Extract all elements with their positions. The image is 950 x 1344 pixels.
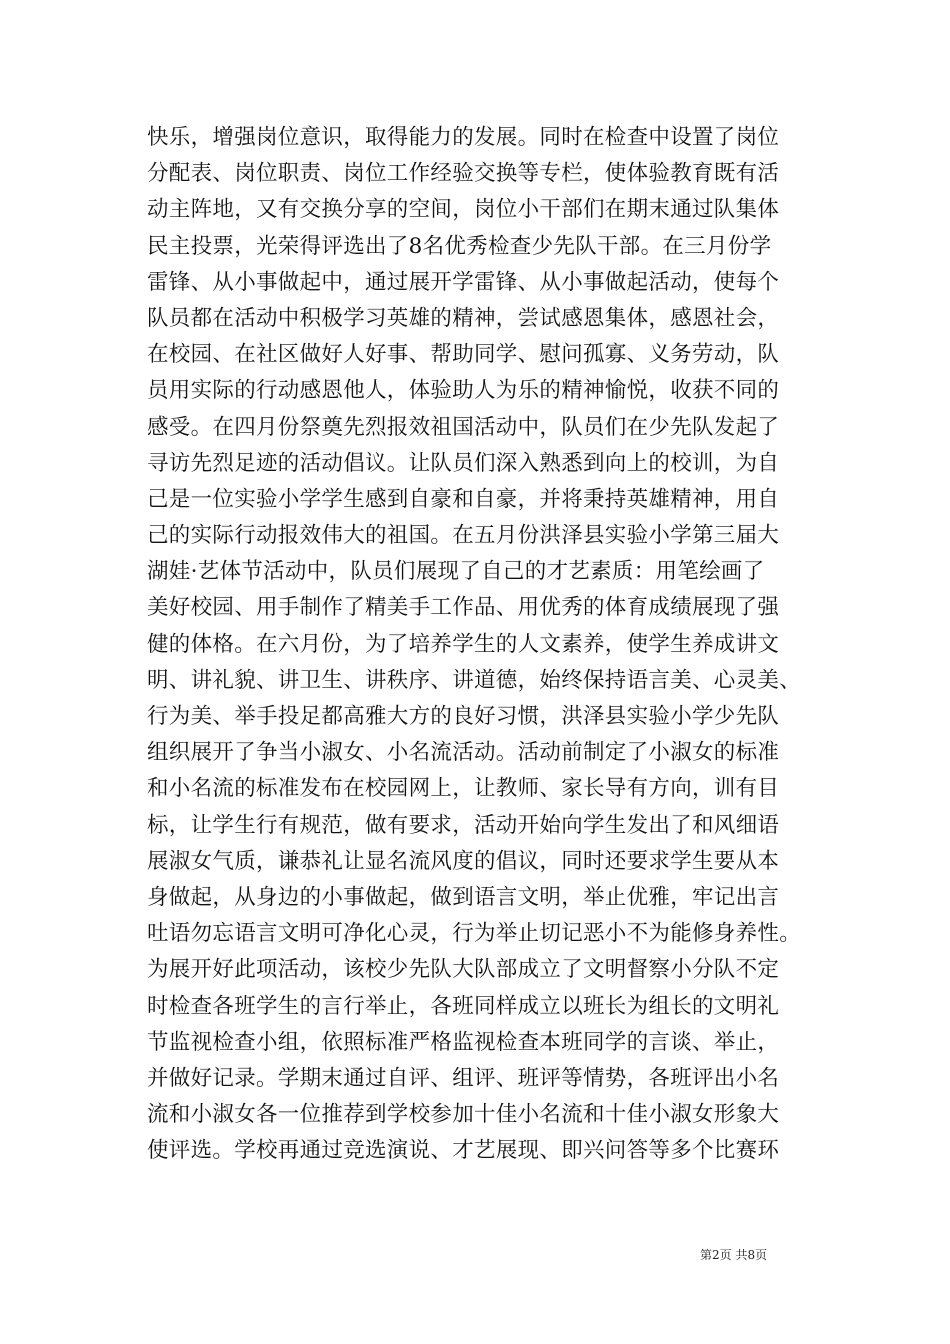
text-line: 流和小淑女各一位推荐到学校参加十佳小名流和十佳小淑女形象大: [147, 1102, 780, 1128]
text-line: 动主阵地，又有交换分享的空间，岗位小干部们在期末通过队集体: [147, 197, 780, 223]
text-line: 标，让学生行有规范，做有要求，活动开始向学生发出了和风细语: [147, 812, 780, 838]
text-line: 为展开好此项活动，该校少先队大队部成立了文明督察小分队不定: [147, 957, 780, 983]
text-line: 己的实际行动报效伟大的祖国。在五月份洪泽县实验小学第三届大: [147, 523, 780, 549]
text-line: 组织展开了争当小淑女、小名流活动。活动前制定了小淑女的标准: [147, 740, 780, 766]
text-line: 在校园、在社区做好人好事、帮助同学、慰问孤寡、义务劳动，队: [147, 342, 780, 368]
text-line: 使评选。学校再通过竞选演说、才艺展现、即兴问答等多个比赛环: [147, 1138, 780, 1164]
text-line: 明、讲礼貌、讲卫生、讲秩序、讲道德，始终保持语言美、心灵美、: [147, 667, 802, 693]
text-line: 感受。在四月份祭奠先烈报效祖国活动中，队员们在少先队发起了: [147, 414, 780, 440]
text-line: 健的体格。在六月份，为了培养学生的人文素养，使学生养成讲文: [147, 631, 780, 657]
text-line: 民主投票，光荣得评选出了8名优秀检查少先队干部。在三月份学: [147, 233, 772, 259]
text-line: 身做起，从身边的小事做起，做到语言文明，举止优雅，牢记出言: [147, 884, 780, 910]
text-line: 雷锋、从小事做起中，通过展开学雷锋、从小事做起活动，使每个: [147, 269, 780, 295]
text-line: 展淑女气质，谦恭礼让显名流风度的倡议，同时还要求学生要从本: [147, 848, 780, 874]
text-line: 员用实际的行动感恩他人，体验助人为乐的精神愉悦，收获不同的: [147, 378, 780, 404]
text-line: 快乐，增强岗位意识，取得能力的发展。同时在检查中设置了岗位: [147, 125, 780, 150]
page-number-footer: 第2页 共8页: [700, 1248, 768, 1262]
body-text: [147, 120, 827, 1169]
text-line: 时检查各班学生的言行举止，各班同样成立以班长为组长的文明礼: [147, 993, 780, 1019]
text-line: 节监视检查小组，依照标准严格监视检查本班同学的言谈、举止，: [147, 1029, 780, 1055]
text-line: 己是一位实验小学学生感到自豪和自豪，并将秉持英雄精神，用自: [147, 486, 780, 512]
text-line: 队员都在活动中积极学习英雄的精神，尝试感恩集体，感恩社会，: [147, 305, 780, 331]
text-line: 美好校园、用手制作了精美手工作品、用优秀的体育成绩展现了强: [147, 595, 780, 621]
text-line: 和小名流的标准发布在校园网上，让教师、家长导有方向，训有目: [147, 776, 780, 802]
text-line: 吐语勿忘语言文明可净化心灵，行为举止切记恶小不为能修身养性。: [147, 921, 802, 947]
text-line: 分配表、岗位职责、岗位工作经验交换等专栏，使体验教育既有活: [147, 161, 780, 187]
text-line: 寻访先烈足迹的活动倡议。让队员们深入熟悉到向上的校训，为自: [147, 450, 780, 476]
text-line: 行为美、举手投足都高雅大方的良好习惯，洪泽县实验小学少先队: [147, 704, 780, 729]
text-line: 并做好记录。学期末通过自评、组评、班评等情势，各班评出小名: [147, 1065, 780, 1091]
text-line: 湖娃·艺体节活动中，队员们展现了自己的才艺素质：用笔绘画了: [147, 559, 765, 585]
